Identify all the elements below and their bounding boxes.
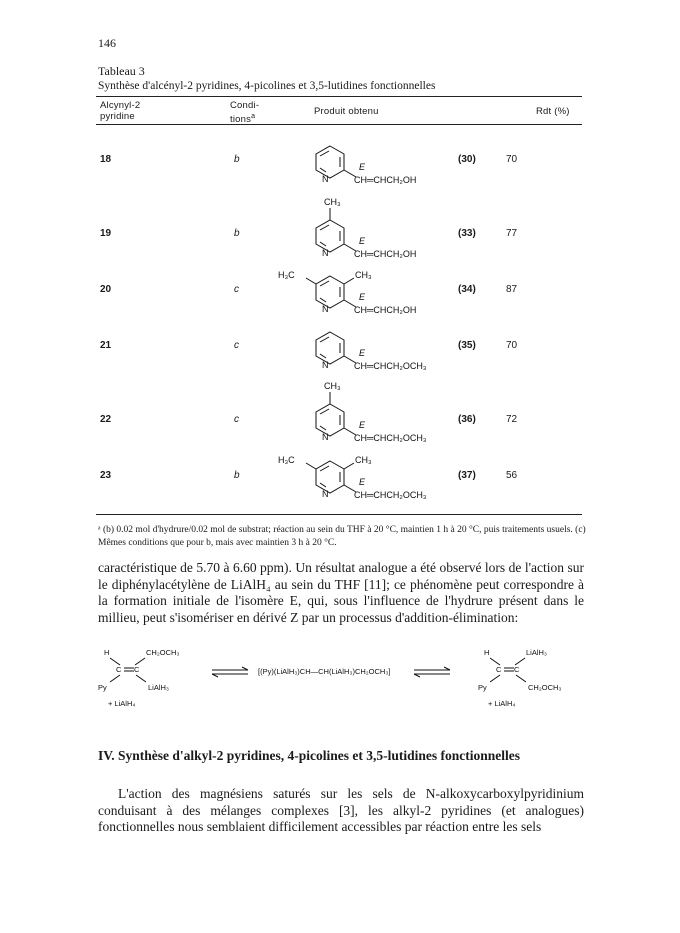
stereo-label: E <box>359 477 366 487</box>
row-cond: b <box>234 154 240 165</box>
pyridine-structure <box>316 146 416 185</box>
row-yield: 56 <box>506 470 518 481</box>
side-chain: CH═CHCH₂OH <box>354 249 417 259</box>
eq-right-ch2och3: CH₂OCH₃ <box>528 683 562 692</box>
side-chain: CH═CHCH₂OCH₃ <box>354 361 427 371</box>
pyridine-structure <box>316 332 427 371</box>
eq-right-lialh3: LiAlH₃ <box>526 648 547 657</box>
table-label: Tableau 3 <box>98 64 145 78</box>
body-paragraph: caractéristique de 5.70 à 6.60 ppm). Un résultat analogue a été observé lors de l'action sur le diphénylacétylène de LiAlH₄ au sein du THF [11]; ce phénomène peut correspondre à la formation initiale de l'isomère E, qui, sous l'influence de l'hydrure présent dans le millieu, peut s'isomériser en dérivé Z par un processus d'addition-élimination: <box>98 560 584 625</box>
methyl-group: CH₃ <box>324 381 341 391</box>
eq-left-c2: C <box>134 665 140 674</box>
ring-nitrogen: N <box>322 174 329 184</box>
header-alcynyl: Alcynyl-2 pyridine <box>100 100 141 122</box>
eq-left-lialh3: LiAlH₃ <box>148 683 169 692</box>
row-num: 21 <box>100 340 112 351</box>
eq-intermediate: [(Py)(LiAlH₃)CH—CH(LiAlH₃)CH₂OCH₃] <box>258 667 391 676</box>
eq-right-c2: C <box>514 665 520 674</box>
eq-left-ch2och3: CH₂OCH₃ <box>146 648 180 657</box>
methyl-group: CH₃ <box>355 270 372 280</box>
row-product: (37) <box>458 470 476 481</box>
row-num: 22 <box>100 414 112 425</box>
row-num: 23 <box>100 470 112 481</box>
stereo-label: E <box>359 162 366 172</box>
side-chain: CH═CHCH₂OH <box>354 305 417 315</box>
row-yield: 70 <box>506 340 518 351</box>
row-num: 19 <box>100 228 112 239</box>
row-product: (30) <box>458 154 476 165</box>
ring-nitrogen: N <box>322 248 329 258</box>
ring-nitrogen: N <box>322 304 329 314</box>
eq-right-c1: C <box>496 665 502 674</box>
row-cond: b <box>234 470 240 481</box>
equilibrium-equation <box>98 648 561 708</box>
eq-left-py: Py <box>98 683 107 692</box>
side-chain: CH═CHCH₂OH <box>354 175 417 185</box>
ring-nitrogen: N <box>322 432 329 442</box>
page-number: 146 <box>98 36 116 50</box>
row-cond: c <box>234 284 239 295</box>
row-yield: 72 <box>506 414 518 425</box>
methyl-group: CH₃ <box>355 455 372 465</box>
eq-right-h: H <box>484 648 490 657</box>
eq-right-py: Py <box>478 683 487 692</box>
row-num: 18 <box>100 154 112 165</box>
row-yield: 77 <box>506 228 518 239</box>
picoline-structure <box>316 197 416 259</box>
eq-left-plus: + LiAlH₄ <box>108 699 136 708</box>
eq-left-h: H <box>104 648 110 657</box>
lutidine-structure <box>278 455 427 500</box>
row-product: (36) <box>458 414 476 425</box>
methyl-group: H₃C <box>278 455 295 465</box>
side-chain: CH═CHCH₂OCH₃ <box>354 433 427 443</box>
ring-nitrogen: N <box>322 489 329 499</box>
row-num: 20 <box>100 284 112 295</box>
eq-right-plus: + LiAlH₄ <box>488 699 516 708</box>
header-product: Produit obtenu <box>314 106 379 117</box>
lutidine-structure <box>278 270 416 315</box>
methyl-group: H₃C <box>278 270 295 280</box>
ring-nitrogen: N <box>322 360 329 370</box>
table-caption: Synthèse d'alcényl-2 pyridines, 4-picolines et 3,5-lutidines fonctionnelles <box>98 80 436 92</box>
stereo-label: E <box>359 420 366 430</box>
row-product: (35) <box>458 340 476 351</box>
body-paragraph: L'action des magnésiens saturés sur les sels de N-alkoxycarboxylpyridinium conduisant à des mélanges complexes [3], les alkyl-2 pyridines (et analogues) fonctionnelles nous semblaient difficilement accessibles par réaction entre les sels <box>98 786 584 834</box>
eq-left-c1: C <box>116 665 122 674</box>
stereo-label: E <box>359 236 366 246</box>
row-yield: 87 <box>506 284 518 295</box>
header-conditions: Condi- tions$^a$ <box>230 100 260 126</box>
row-cond: b <box>234 228 240 239</box>
stereo-label: E <box>359 348 366 358</box>
stereo-label: E <box>359 292 366 302</box>
side-chain: CH═CHCH₂OCH₃ <box>354 490 427 500</box>
row-cond: c <box>234 414 239 425</box>
section-heading: IV. Synthèse d'alkyl-2 pyridines, 4-picolines et 3,5-lutidines fonctionnelles <box>98 748 521 763</box>
row-product: (33) <box>458 228 476 239</box>
picoline-structure <box>316 381 427 443</box>
header-yield: Rdt (%) <box>536 106 570 117</box>
methyl-group: CH₃ <box>324 197 341 207</box>
table-footnote: ᵃ (b) 0.02 mol d'hydrure/0.02 mol de substrat; réaction au sein du THF à 20 °C, maintien 1 h à 20 °C, puis traitements usuels. (c) Mêmes conditions que pour b, mais avec maintien 3 h à 20 °C. <box>98 525 586 548</box>
row-product: (34) <box>458 284 476 295</box>
row-cond: c <box>234 340 239 351</box>
row-yield: 70 <box>506 154 518 165</box>
